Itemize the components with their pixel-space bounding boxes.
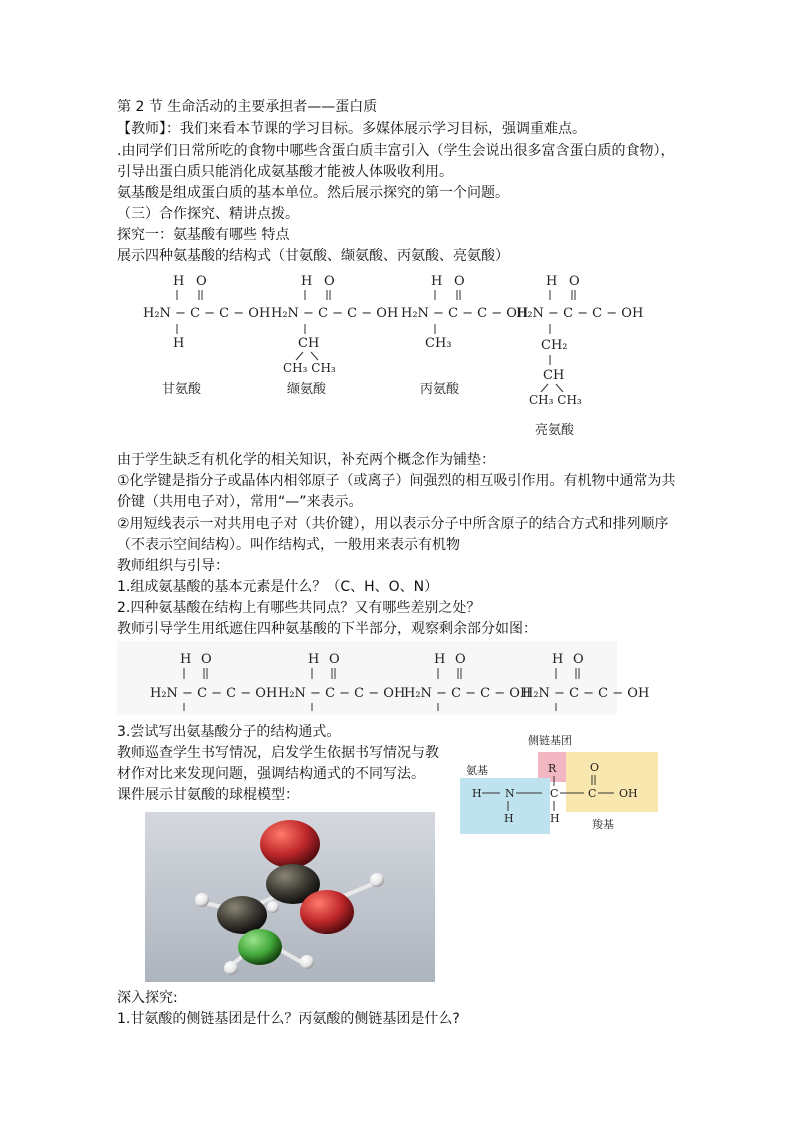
covered-structures xyxy=(0,641,794,721)
organize-line: 教师组织与引导： xyxy=(117,558,229,574)
svg-text:O: O xyxy=(573,652,584,667)
svg-text:O: O xyxy=(201,652,212,667)
svg-text:H: H xyxy=(301,274,313,289)
valine-label: 缬氨酸 xyxy=(287,382,327,397)
hydrogen-atom-left xyxy=(195,893,209,907)
carboxyl-label: 羧基 xyxy=(592,818,614,831)
svg-text:CH₃ CH₃: CH₃ CH₃ xyxy=(283,361,336,375)
leucine-structure xyxy=(516,274,643,438)
svg-text:CH: CH xyxy=(298,336,320,351)
glycine-label: 甘氨酸 xyxy=(162,382,202,397)
patrol-line-2: 材作对比来发现问题，强调结构通式的不同写法。 xyxy=(117,766,425,782)
concept2-line-b: （不表示空间结构）。叫作结构式，一般用来表示有机物 xyxy=(117,537,460,553)
hydrogen-atom-n-left xyxy=(224,961,238,975)
section-three: （三）合作探究、精讲点拨。 xyxy=(117,206,299,222)
nitrogen-atom xyxy=(238,929,282,965)
guide-line: 教师引导学生用纸遮住四种氨基酸的下半部分，观察剩余部分如图： xyxy=(117,621,537,637)
concept2-line-a: ②用短线表示一对共用电子对（共价键），用以表示分子中所含原子的结合方式和排列顺序 xyxy=(117,516,669,532)
lack-line: 由于学生缺乏有机化学的相关知识，补充两个概念作为铺垫： xyxy=(117,452,495,468)
svg-text:O: O xyxy=(454,274,465,289)
svg-text:H: H xyxy=(434,652,446,667)
concept1-line-a: ①化学键是指分子或晶体内相邻原子（或离子）间强烈的相互吸引作用。有机物中通常为共 xyxy=(117,473,676,489)
svg-text:H: H xyxy=(550,812,560,825)
svg-text:H₂N − C − C − OH: H₂N − C − C − OH xyxy=(404,686,532,701)
question-1: 1.组成氨基酸的基本元素是什么？（C、H、O、N） xyxy=(117,579,439,595)
carbon-atom-alpha xyxy=(217,896,267,934)
svg-text:O: O xyxy=(455,652,466,667)
hydrogen-atom-oh xyxy=(370,873,384,887)
svg-text:H₂N − C − C − OH: H₂N − C − C − OH xyxy=(516,306,644,321)
svg-text:C: C xyxy=(588,787,597,800)
glycine-ball-stick-model xyxy=(145,812,435,982)
svg-text:O: O xyxy=(569,274,580,289)
intro-line-1: .由同学们日常所吃的食物中哪些含蛋白质丰富引入（学生会说出很多富含蛋白质的食物）， xyxy=(117,143,675,159)
amino-line: 氨基酸是组成蛋白质的基本单位。然后展示探究的第一个问题。 xyxy=(117,185,509,201)
oxygen-atom-top xyxy=(260,820,320,868)
svg-text:O: O xyxy=(329,652,340,667)
svg-text:CH₂: CH₂ xyxy=(541,338,568,353)
valine-structure xyxy=(271,274,398,397)
deep-question-1: 1.甘氨酸的侧链基团是什么？丙氨酸的侧链基团是什么? xyxy=(117,1011,460,1027)
hydrogen-atom-n-right xyxy=(300,955,314,969)
amino-acid-structures xyxy=(0,268,794,458)
question-2: 2.四种氨基酸在结构上有哪些共同点？又有哪些差别之处？ xyxy=(117,600,481,616)
explore-one: 探究一：氨基酸有哪些 特点 xyxy=(117,227,290,243)
svg-text:CH₃: CH₃ xyxy=(425,336,452,351)
svg-text:CH: CH xyxy=(543,368,565,383)
glycine-structure xyxy=(143,274,270,397)
svg-text:OH: OH xyxy=(619,787,638,800)
carboxyl-group-box xyxy=(566,752,658,812)
svg-text:O: O xyxy=(590,761,600,774)
svg-text:N: N xyxy=(505,787,515,800)
deep-explore: 深入探究: xyxy=(117,990,178,1006)
general-formula-diagram xyxy=(458,730,668,835)
svg-text:H: H xyxy=(431,274,443,289)
svg-text:H₂N − C − C − OH: H₂N − C − C − OH xyxy=(150,686,278,701)
svg-text:H: H xyxy=(504,812,514,825)
alanine-label: 丙氨酸 xyxy=(420,382,460,397)
svg-text:H: H xyxy=(472,787,482,800)
svg-text:H: H xyxy=(180,652,192,667)
patrol-line-1: 教师巡查学生书写情况，启发学生依据书写情况与教 xyxy=(117,745,439,761)
hydrogen-atom-mid xyxy=(267,901,279,913)
svg-text:H: H xyxy=(173,274,185,289)
svg-text:H: H xyxy=(546,274,558,289)
intro-line-2: 引导出蛋白质只能消化成氨基酸才能被人体吸收利用。 xyxy=(117,164,453,180)
teacher-line: 【教师】：我们来看本节课的学习目标。多媒体展示学习目标，强调重难点。 xyxy=(117,121,586,137)
svg-text:R: R xyxy=(548,762,557,775)
svg-text:H₂N − C − C − OH: H₂N − C − C − OH xyxy=(401,306,529,321)
section-title: 第 2 节 生命活动的主要承担者——蛋白质 xyxy=(117,99,378,115)
amino-label: 氨基 xyxy=(466,764,488,777)
svg-text:O: O xyxy=(196,274,207,289)
svg-text:O: O xyxy=(324,274,335,289)
svg-text:H: H xyxy=(173,336,185,351)
side-chain-label: 侧链基团 xyxy=(528,734,572,747)
leucine-label: 亮氨酸 xyxy=(535,423,575,438)
svg-text:C: C xyxy=(550,787,559,800)
alanine-structure xyxy=(401,274,528,397)
question-3: 3.尝试写出氨基酸分子的结构通式。 xyxy=(117,724,341,740)
svg-text:H₂N − C − C − OH: H₂N − C − C − OH xyxy=(271,306,399,321)
oxygen-atom-right xyxy=(300,890,354,934)
svg-text:H: H xyxy=(308,652,320,667)
svg-text:H₂N − C − C − OH: H₂N − C − C − OH xyxy=(522,686,650,701)
show-four: 展示四种氨基酸的结构式（甘氨酸、缬氨酸、丙氨酸、亮氨酸） xyxy=(117,248,509,264)
svg-text:H: H xyxy=(552,652,564,667)
svg-text:H₂N − C − C − OH: H₂N − C − C − OH xyxy=(278,686,406,701)
svg-text:H₂N − C − C − OH: H₂N − C − C − OH xyxy=(143,306,271,321)
svg-text:CH₃ CH₃: CH₃ CH₃ xyxy=(529,393,582,407)
model-line: 课件展示甘氨酸的球棍模型： xyxy=(117,787,299,803)
concept1-line-b: 价键（共用电子对），常用“—”来表示。 xyxy=(117,494,363,510)
